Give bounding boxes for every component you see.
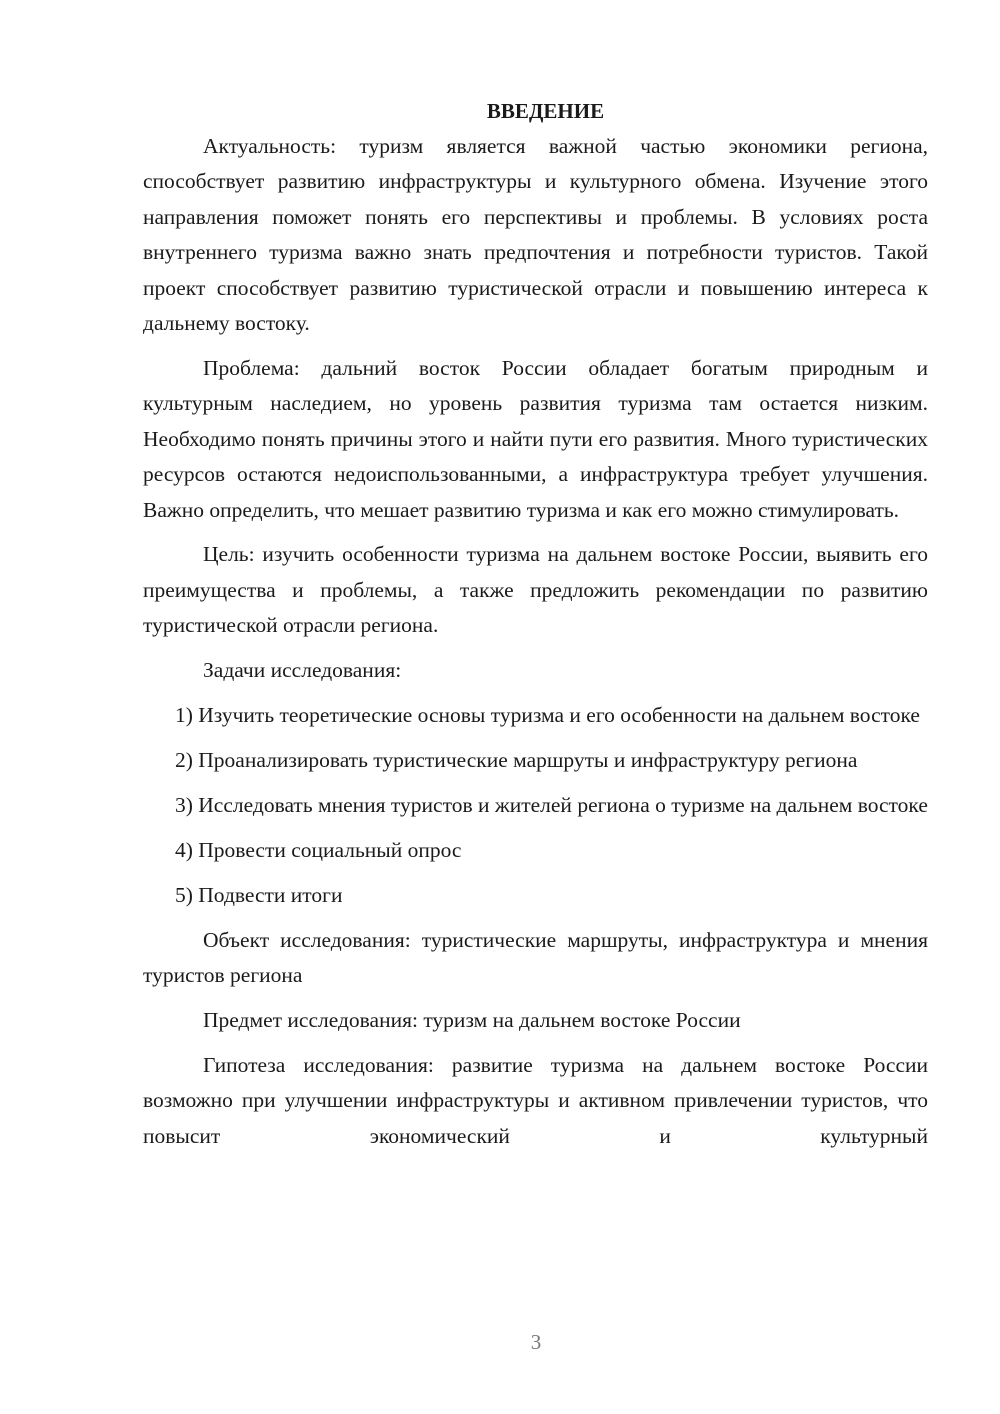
list-item: 5) Подвести итоги (175, 882, 343, 907)
paragraph-goal: Цель: изучить особенности туризма на дальнем востоке России, выявить его преимущества и проблемы, а также предложить рекомендации по развитию туристической отрасли региона. (143, 542, 928, 638)
paragraph-subject: Предмет исследования: туризм на дальнем востоке России (203, 1007, 741, 1032)
page-title: ВВЕДЕНИЕ (486, 99, 605, 123)
paragraph-hypothesis: Гипотеза исследования: развитие туризма на дальнем востоке России возможно при улучшении инфраструктуры и активном привлечении туристов, что повысит экономический и культурный (143, 1052, 928, 1148)
list-item: 4) Провести социальный опрос (175, 837, 462, 862)
paragraph-tasks-heading: Задачи исследования: (203, 658, 402, 683)
list-item: 3) Исследовать мнения туристов и жителей региона о туризме на дальнем востоке (175, 792, 928, 817)
list-item: 2) Проанализировать туристические маршруты и инфраструктуру региона (175, 748, 858, 772)
paragraph-object: Объект исследования: туристические маршруты, инфраструктура и мнения туристов региона (143, 927, 928, 988)
paragraph-problem: Проблема: дальний восток России обладает богатым природным и культурным наследием, но уровень развития туризма там остается низким. Необходимо понять причины этого и найти пути его развития. Много туристических ресурсов остаются недоиспользованными, а инфраструктура требует улучшения. Важно определить, что мешает развитию туризма и как его можно стимулировать. (143, 355, 928, 522)
list-item: 1) Изучить теоретические основы туризма и его особенности на дальнем востоке (175, 703, 920, 728)
paragraph-relevance: Актуальность: туризм является важной частью экономики региона, способствует развитию инфраструктуры и культурного обмена. Изучение этого направления поможет понять его перспективы и проблемы. В условиях роста внутреннего туризма важно знать предпочтения и потребности туристов. Такой проект способствует развитию туристической отрасли и повышению интереса к дальнему востоку. (143, 134, 928, 336)
page-number: 3 (530, 1330, 542, 1354)
document-page (143, 94, 928, 1154)
